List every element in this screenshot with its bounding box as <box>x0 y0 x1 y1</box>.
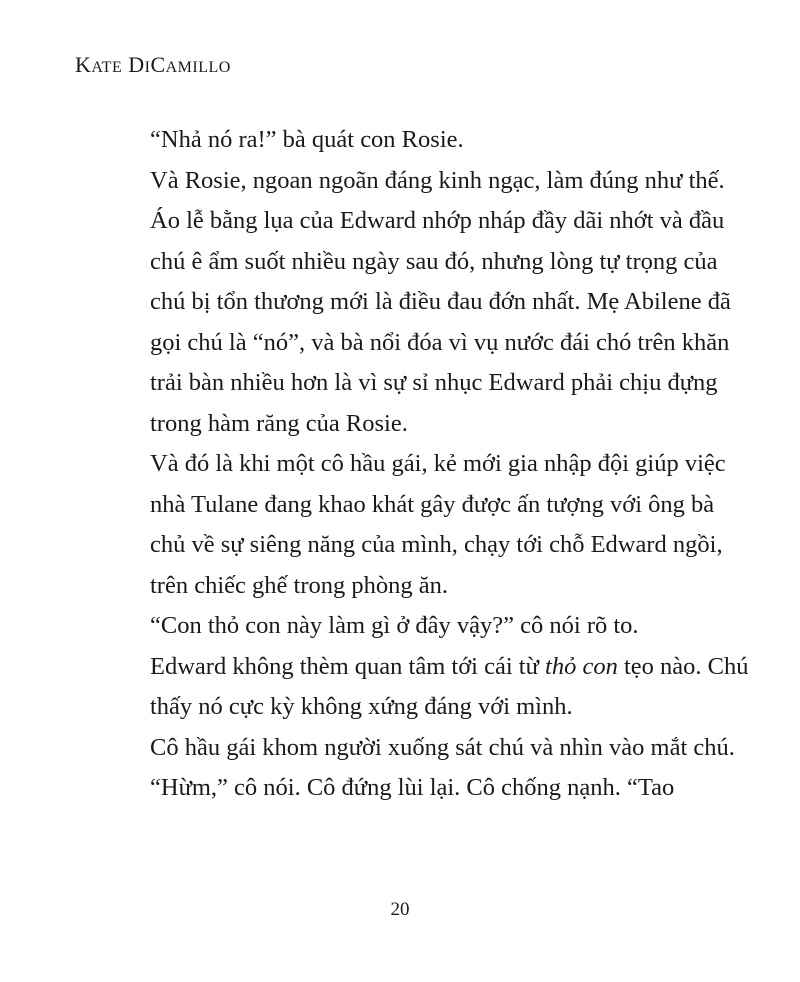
paragraph-1: “Nhả nó ra!” bà quát con Rosie. <box>150 126 464 153</box>
paragraph-8: “Hừm,” cô nói. Cô đứng lùi lại. Cô chống nạnh. “Tao <box>150 774 675 801</box>
paragraph-2: Và Rosie, ngoan ngoãn đáng kinh ngạc, làm đúng như thế. <box>150 166 725 194</box>
paragraph-6 <box>150 647 755 728</box>
running-header <box>75 52 231 78</box>
header-smallcaps: AMILLO <box>165 59 231 76</box>
paragraph-4: Và đó là khi một cô hầu gái, kẻ mới gia nhập đội giúp việc nhà Tulane đang khao khát gây được ấn tượng với ông bà chủ về sự siêng năng của mình, chạy tới chỗ Edward ngồi, trên chiếc ghế trong phòng ăn. <box>150 450 726 599</box>
header-letter: K <box>75 52 92 77</box>
paragraph-7: Cô hầu gái khom người xuống sát chú và nhìn vào mắt chú. <box>150 733 735 761</box>
header-smallcaps: ATE <box>91 59 123 76</box>
page-number: 20 <box>390 899 410 920</box>
paragraph-3: Áo lễ bằng lụa của Edward nhớp nháp đầy dãi nhớt và đầu chú ê ẩm suốt nhiều ngày sau đó, nhưng lòng tự trọng của chú bị tổn thương mới là điều đau đớn nhất. Mẹ Abilene đã gọi chú là “nó”, và bà nổi đóa vì vụ nước đái chó trên khăn trải bàn nhiều hơn là vì sự sỉ nhục Edward phải chịu đựng trong hàm răng của Rosie. <box>150 207 731 437</box>
paragraph-5: “Con thỏ con này làm gì ở đây vậy?” cô nói rõ to. <box>150 612 639 639</box>
paragraph-6-text-after: tẹo nào. Chú thấy nó cực kỳ không xứng đáng với mình. <box>150 652 749 720</box>
paragraph-6-italic: thỏ con <box>545 652 618 680</box>
header-letter: D <box>128 52 145 77</box>
header-smallcaps: I <box>144 59 151 76</box>
page-body <box>150 120 755 809</box>
header-letter: C <box>150 52 166 77</box>
paragraph-6-text-before: Edward không thèm quan tâm tới cái từ <box>150 652 546 680</box>
